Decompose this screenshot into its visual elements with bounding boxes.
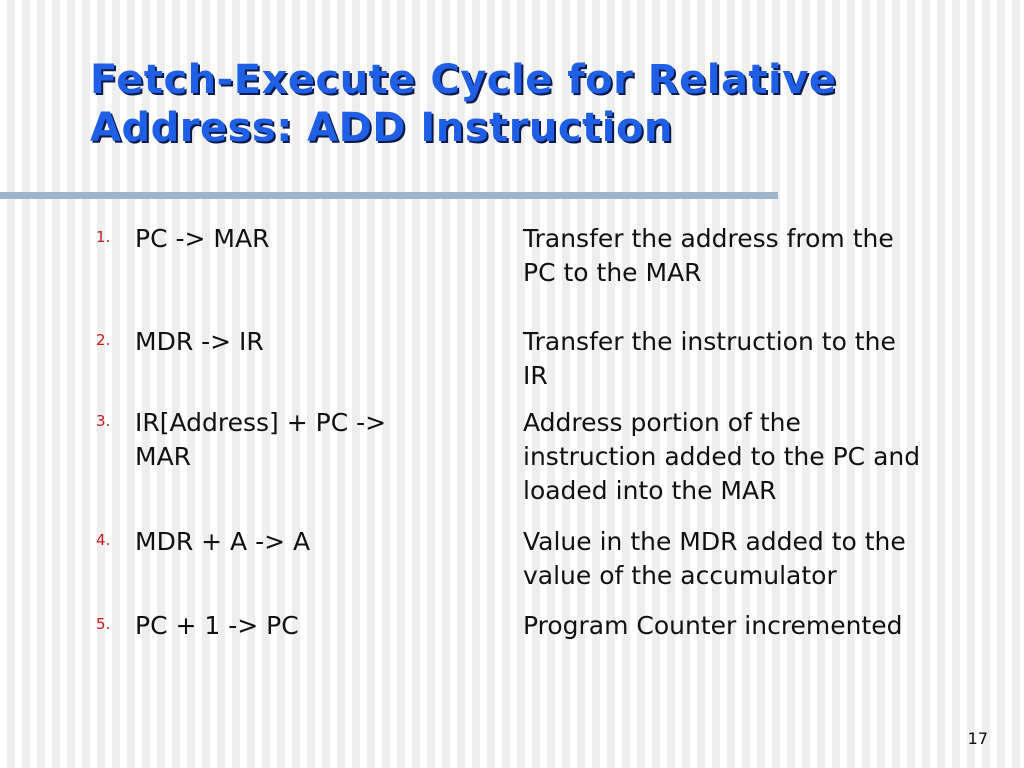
- description-line: PC to the MAR: [523, 258, 702, 287]
- description-line: instruction added to the PC and: [523, 442, 921, 471]
- operation-line: IR[Address] + PC ->: [135, 408, 387, 437]
- step-operation: [135, 525, 465, 559]
- description-line: Address portion of the: [523, 408, 801, 437]
- step-description: [523, 609, 993, 643]
- description-line: value of the accumulator: [523, 561, 837, 590]
- step-description: [523, 525, 993, 593]
- description-line: Transfer the address from the: [523, 224, 894, 253]
- description-line: loaded into the MAR: [523, 476, 777, 505]
- step-operation: [135, 325, 465, 359]
- operation-line: MDR + A -> A: [135, 527, 311, 556]
- operation-line: PC -> MAR: [135, 224, 270, 253]
- description-line: IR: [523, 361, 548, 390]
- step-operation: [135, 222, 465, 256]
- step-number: 2.: [96, 331, 111, 349]
- page-number: 17: [967, 729, 988, 748]
- step-operation: [135, 609, 465, 643]
- step-description: [523, 222, 993, 290]
- step-number: 3.: [96, 412, 111, 430]
- operation-line: MAR: [135, 442, 192, 471]
- title-line-2: Address: ADD Instruction: [90, 105, 673, 151]
- description-line: Transfer the instruction to the: [523, 327, 896, 356]
- operation-line: PC + 1 -> PC: [135, 611, 299, 640]
- step-number: 4.: [96, 531, 111, 549]
- step-operation: [135, 406, 465, 474]
- step-description: [523, 406, 993, 508]
- operation-line: MDR -> IR: [135, 327, 264, 356]
- step-number: 1.: [96, 228, 111, 246]
- description-line: Value in the MDR added to the: [523, 527, 906, 556]
- description-line: Program Counter incremented: [523, 611, 903, 640]
- step-number: 5.: [96, 615, 111, 633]
- step-description: [523, 325, 993, 393]
- title-line-1: Fetch-Execute Cycle for Relative: [90, 57, 837, 103]
